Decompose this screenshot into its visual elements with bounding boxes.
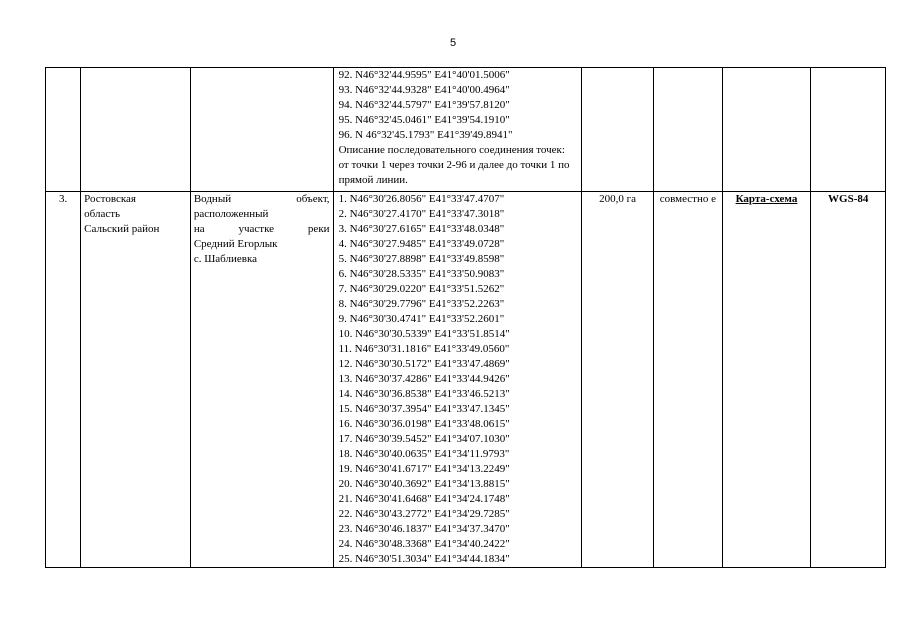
coordinate-point: 6. N46°30'28.5335" E41°33'50.9083" <box>338 268 505 280</box>
object-line: с. Шаблиевка <box>193 253 258 265</box>
coordinate-list <box>339 192 578 567</box>
coordinate-point: 8. N46°30'29.7796" E41°33'52.2263" <box>338 298 505 310</box>
cell-coordinates <box>333 192 581 568</box>
coordinate-point: 18. N46°30'40.0635" E41°34'11.9793" <box>338 448 510 460</box>
cell-area-empty <box>581 68 653 192</box>
coordinate-point: 10. N46°30'30.5339" E41°33'51.8514" <box>338 328 510 340</box>
coordinate-point: 23. N46°30'46.1837" E41°34'37.3470" <box>338 523 510 535</box>
coordinate-point: 1. N46°30'26.8056" E41°33'47.4707" <box>338 193 505 205</box>
usage-text: совместно е <box>659 193 716 205</box>
coordinate-point: 25. N46°30'51.3034" E41°34'44.1834" <box>338 553 510 565</box>
region-line: Сальский район <box>84 223 160 235</box>
coordinate-point: 17. N46°30'39.5452" E41°34'07.1030" <box>338 433 510 445</box>
map-cell <box>722 192 811 568</box>
coordinate-point: 22. N46°30'43.2772" E41°34'29.7285" <box>338 508 510 520</box>
coordinate-point: 13. N46°30'37.4286" E41°33'44.9426" <box>338 373 510 385</box>
page-number: 5 <box>449 37 457 49</box>
coordinate-point: 12. N46°30'30.5172" E41°33'47.4869" <box>338 358 510 370</box>
object-line: Водный объект, <box>193 193 330 205</box>
coordinate-point: 94. N46°32'44.5797" E41°39'57.8120" <box>338 99 510 111</box>
coordinate-point: 93. N46°32'44.9328" E41°40'00.4964" <box>338 84 510 96</box>
coordinate-point: 15. N46°30'37.3954" E41°33'47.1345" <box>338 403 510 415</box>
coordinate-point: 4. N46°30'27.9485" E41°33'49.0728" <box>338 238 505 250</box>
object-cell <box>190 192 333 568</box>
table-row-continued <box>46 68 886 192</box>
cell-region-empty <box>81 68 191 192</box>
region-cell <box>81 192 191 568</box>
object-line: Средний Егорлык <box>193 238 278 250</box>
coordinates-table <box>45 67 886 568</box>
table-row-3 <box>46 192 886 568</box>
coordinate-list-continued <box>339 68 578 143</box>
coordinate-point: 92. N46°32'44.9595" E41°40'01.5006" <box>338 69 510 81</box>
coordinate-point: 2. N46°30'27.4170" E41°33'47.3018" <box>338 208 505 220</box>
usage-cell <box>654 192 722 568</box>
map-scheme-link[interactable]: Карта-схема <box>735 193 798 205</box>
row-number: 3. <box>46 192 81 568</box>
coordinate-system-cell <box>811 192 886 568</box>
connection-description: Описание последовательного соединения точек: от точки 1 через точки 2-96 и далее до точки 1 по прямой линии. <box>338 144 570 186</box>
object-line: расположенный <box>193 208 269 220</box>
coordinate-point: 19. N46°30'41.6717" E41°34'13.2249" <box>338 463 510 475</box>
coordinate-point: 95. N46°32'45.0461" E41°39'54.1910" <box>338 114 510 126</box>
coordinate-point: 7. N46°30'29.0220" E41°33'51.5262" <box>338 283 505 295</box>
coordinate-point: 11. N46°30'31.1816" E41°33'49.0560" <box>338 343 510 355</box>
region-line: Ростовская <box>84 193 136 205</box>
object-line: на участке реки <box>193 223 330 235</box>
coordinate-point: 20. N46°30'40.3692" E41°34'13.8815" <box>338 478 510 490</box>
coordinate-point: 21. N46°30'41.6468" E41°34'24.1748" <box>338 493 510 505</box>
region-line: область <box>84 208 121 220</box>
cell-coordinates-continued <box>333 68 581 192</box>
coordinate-point: 14. N46°30'36.8538" E41°33'46.5213" <box>338 388 510 400</box>
cell-object-empty <box>190 68 333 192</box>
coordinate-point: 24. N46°30'48.3368" E41°34'40.2422" <box>338 538 510 550</box>
cell-number-empty <box>46 68 81 192</box>
area-cell: 200,0 га <box>581 192 653 568</box>
coordinate-system: WGS-84 <box>828 193 869 205</box>
coordinate-point: 96. N 46°32'45.1793" E41°39'49.8941" <box>338 129 513 141</box>
coordinate-point: 16. N46°30'36.0198" E41°33'48.0615" <box>338 418 510 430</box>
cell-map-empty <box>722 68 811 192</box>
cell-usage-empty <box>654 68 722 192</box>
coordinate-point: 5. N46°30'27.8898" E41°33'49.8598" <box>338 253 505 265</box>
coordinate-point: 3. N46°30'27.6165" E41°33'48.0348" <box>338 223 505 235</box>
cell-system-empty <box>811 68 886 192</box>
coordinate-point: 9. N46°30'30.4741" E41°33'52.2601" <box>338 313 505 325</box>
